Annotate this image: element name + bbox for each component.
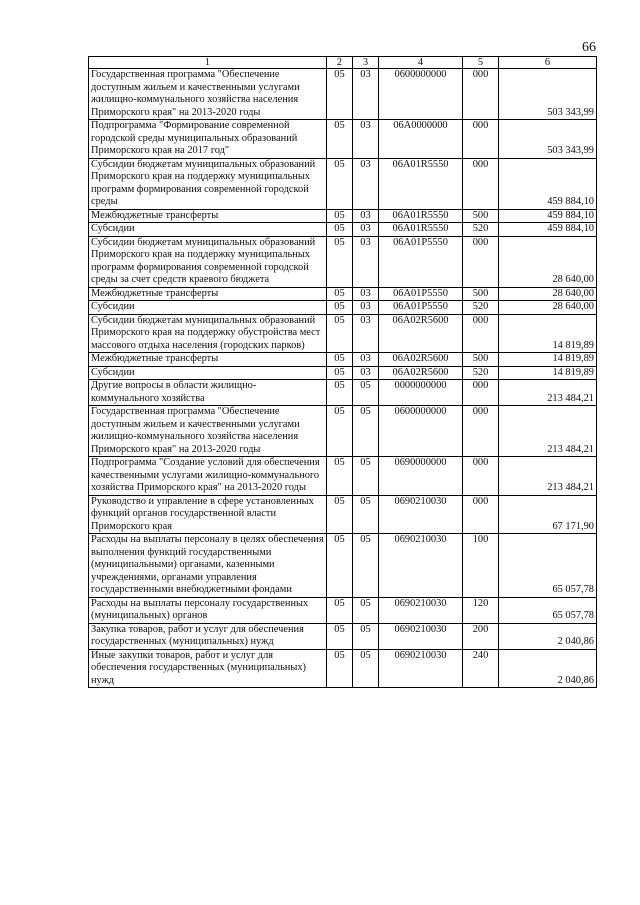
cell-name: Подпрограмма "Создание условий для обеспечения качественными услугами жилищно-коммунального хозяйства Приморского края" на 2013-2020 годы	[89, 457, 327, 496]
cell-name: Иные закупки товаров, работ и услуг для обеспечения государственных (муниципальных) нужд	[89, 649, 327, 688]
cell-section: 05	[327, 69, 353, 120]
cell-csr: 06А01Р5550	[379, 236, 463, 287]
cell-sum: 14 819,89	[499, 314, 597, 353]
cell-section: 05	[327, 223, 353, 237]
cell-subsection: 03	[353, 353, 379, 367]
cell-kvr: 520	[463, 223, 499, 237]
cell-csr: 0690210030	[379, 623, 463, 649]
cell-sum: 65 057,78	[499, 534, 597, 598]
cell-subsection: 03	[353, 236, 379, 287]
cell-subsection: 05	[353, 457, 379, 496]
cell-sum: 459 884,10	[499, 158, 597, 209]
cell-csr: 0690210030	[379, 534, 463, 598]
cell-kvr: 240	[463, 649, 499, 688]
table-row	[89, 120, 597, 159]
cell-kvr: 000	[463, 120, 499, 159]
table-row	[89, 534, 597, 598]
cell-name: Субсидии	[89, 366, 327, 380]
cell-csr: 0000000000	[379, 380, 463, 406]
cell-section: 05	[327, 236, 353, 287]
table-row	[89, 353, 597, 367]
cell-subsection: 05	[353, 495, 379, 534]
cell-sum: 14 819,89	[499, 353, 597, 367]
table-row	[89, 69, 597, 120]
cell-kvr: 000	[463, 314, 499, 353]
cell-subsection: 05	[353, 406, 379, 457]
header-cell-subsection: 3	[353, 57, 379, 69]
page-number: 66	[582, 40, 596, 55]
cell-kvr: 500	[463, 353, 499, 367]
cell-csr: 0600000000	[379, 69, 463, 120]
cell-subsection: 03	[353, 301, 379, 315]
table-row	[89, 495, 597, 534]
table-row	[89, 649, 597, 688]
cell-section: 05	[327, 534, 353, 598]
cell-sum: 28 640,00	[499, 236, 597, 287]
cell-subsection: 05	[353, 597, 379, 623]
cell-kvr: 000	[463, 69, 499, 120]
cell-csr: 06А01Р5550	[379, 301, 463, 315]
cell-csr: 06А02R5600	[379, 366, 463, 380]
cell-sum: 67 171,90	[499, 495, 597, 534]
cell-sum: 503 343,99	[499, 69, 597, 120]
cell-name: Субсидии бюджетам муниципальных образований Приморского края на поддержку муниципальных программ формирования современной городской среды	[89, 158, 327, 209]
cell-section: 05	[327, 406, 353, 457]
cell-csr: 0690210030	[379, 649, 463, 688]
cell-csr: 0690210030	[379, 597, 463, 623]
cell-csr: 06А02R5600	[379, 314, 463, 353]
cell-kvr: 000	[463, 495, 499, 534]
cell-section: 05	[327, 120, 353, 159]
cell-section: 05	[327, 380, 353, 406]
cell-sum: 2 040,86	[499, 623, 597, 649]
cell-subsection: 03	[353, 209, 379, 223]
cell-sum: 65 057,78	[499, 597, 597, 623]
cell-section: 05	[327, 623, 353, 649]
cell-sum: 213 484,21	[499, 406, 597, 457]
cell-name: Государственная программа "Обеспечение доступным жильем и качественными услугами жилищно-коммунального хозяйства населения Приморского края" на 2013-2020 годы	[89, 406, 327, 457]
cell-sum: 14 819,89	[499, 366, 597, 380]
cell-csr: 0690000000	[379, 457, 463, 496]
cell-section: 05	[327, 366, 353, 380]
cell-subsection: 03	[353, 314, 379, 353]
table-row	[89, 380, 597, 406]
cell-sum: 28 640,00	[499, 301, 597, 315]
cell-name: Подпрограмма "Формирование современной городской среды муниципальных образований Приморского края на 2017 год"	[89, 120, 327, 159]
cell-name: Другие вопросы в области жилищно-коммунального хозяйства	[89, 380, 327, 406]
header-cell-section: 2	[327, 57, 353, 69]
cell-subsection: 05	[353, 380, 379, 406]
cell-csr: 06А01R5550	[379, 223, 463, 237]
cell-name: Субсидии	[89, 301, 327, 315]
table-row	[89, 366, 597, 380]
cell-subsection: 05	[353, 623, 379, 649]
cell-section: 05	[327, 597, 353, 623]
table-row	[89, 623, 597, 649]
cell-sum: 213 484,21	[499, 380, 597, 406]
cell-sum: 28 640,00	[499, 287, 597, 301]
cell-name: Субсидии	[89, 223, 327, 237]
cell-csr: 06А01Р5550	[379, 287, 463, 301]
cell-sum: 213 484,21	[499, 457, 597, 496]
cell-kvr: 000	[463, 158, 499, 209]
cell-csr: 06А0000000	[379, 120, 463, 159]
cell-csr: 06А01R5550	[379, 209, 463, 223]
cell-section: 05	[327, 457, 353, 496]
cell-subsection: 03	[353, 287, 379, 301]
cell-csr: 0600000000	[379, 406, 463, 457]
cell-kvr: 100	[463, 534, 499, 598]
cell-name: Руководство и управление в сфере установленных функций органов государственной власти Приморского края	[89, 495, 327, 534]
cell-kvr: 000	[463, 236, 499, 287]
cell-name: Субсидии бюджетам муниципальных образований Приморского края на поддержку муниципальных программ формирования современной городской среды за счет средств краевого бюджета	[89, 236, 327, 287]
budget-table	[88, 56, 597, 688]
cell-section: 05	[327, 158, 353, 209]
cell-kvr: 000	[463, 406, 499, 457]
cell-kvr: 520	[463, 301, 499, 315]
cell-subsection: 03	[353, 69, 379, 120]
cell-subsection: 05	[353, 649, 379, 688]
cell-sum: 2 040,86	[499, 649, 597, 688]
cell-csr: 06А01R5550	[379, 158, 463, 209]
table-row	[89, 209, 597, 223]
cell-kvr: 120	[463, 597, 499, 623]
cell-sum: 503 343,99	[499, 120, 597, 159]
table-row	[89, 597, 597, 623]
table-row	[89, 223, 597, 237]
cell-section: 05	[327, 301, 353, 315]
table-row	[89, 301, 597, 315]
table-row	[89, 406, 597, 457]
cell-kvr: 520	[463, 366, 499, 380]
cell-csr: 06А02R5600	[379, 353, 463, 367]
cell-name: Субсидии бюджетам муниципальных образований Приморского края на поддержку обустройства мест массового отдыха населения (городских парков)	[89, 314, 327, 353]
cell-subsection: 03	[353, 366, 379, 380]
table-row	[89, 314, 597, 353]
cell-subsection: 03	[353, 120, 379, 159]
cell-section: 05	[327, 649, 353, 688]
cell-name: Межбюджетные трансферты	[89, 209, 327, 223]
cell-name: Межбюджетные трансферты	[89, 287, 327, 301]
header-cell-csr: 4	[379, 57, 463, 69]
cell-section: 05	[327, 287, 353, 301]
cell-kvr: 500	[463, 209, 499, 223]
cell-name: Расходы на выплаты персоналу в целях обеспечения выполнения функций государственными (муниципальными) органами, казенными учреждениями, органами управления государственными внебюджетными фондами	[89, 534, 327, 598]
header-cell-kvr: 5	[463, 57, 499, 69]
cell-name: Закупка товаров, работ и услуг для обеспечения государственных (муниципальных) нужд	[89, 623, 327, 649]
cell-kvr: 000	[463, 380, 499, 406]
cell-section: 05	[327, 314, 353, 353]
cell-subsection: 05	[353, 534, 379, 598]
header-cell-sum: 6	[499, 57, 597, 69]
table-row	[89, 287, 597, 301]
cell-subsection: 03	[353, 223, 379, 237]
table-row	[89, 457, 597, 496]
cell-section: 05	[327, 209, 353, 223]
cell-section: 05	[327, 353, 353, 367]
cell-kvr: 500	[463, 287, 499, 301]
header-cell-name: 1	[89, 57, 327, 69]
cell-section: 05	[327, 495, 353, 534]
table-body	[89, 57, 597, 688]
table-row	[89, 158, 597, 209]
cell-sum: 459 884,10	[499, 209, 597, 223]
cell-name: Государственная программа "Обеспечение доступным жильем и качественными услугами жилищно-коммунального хозяйства населения Приморского края" на 2013-2020 годы	[89, 69, 327, 120]
cell-name: Расходы на выплаты персоналу государственных (муниципальных) органов	[89, 597, 327, 623]
cell-subsection: 03	[353, 158, 379, 209]
cell-kvr: 000	[463, 457, 499, 496]
cell-kvr: 200	[463, 623, 499, 649]
cell-name: Межбюджетные трансферты	[89, 353, 327, 367]
cell-sum: 459 884,10	[499, 223, 597, 237]
table-header-row	[89, 57, 597, 69]
cell-csr: 0690210030	[379, 495, 463, 534]
table-row	[89, 236, 597, 287]
